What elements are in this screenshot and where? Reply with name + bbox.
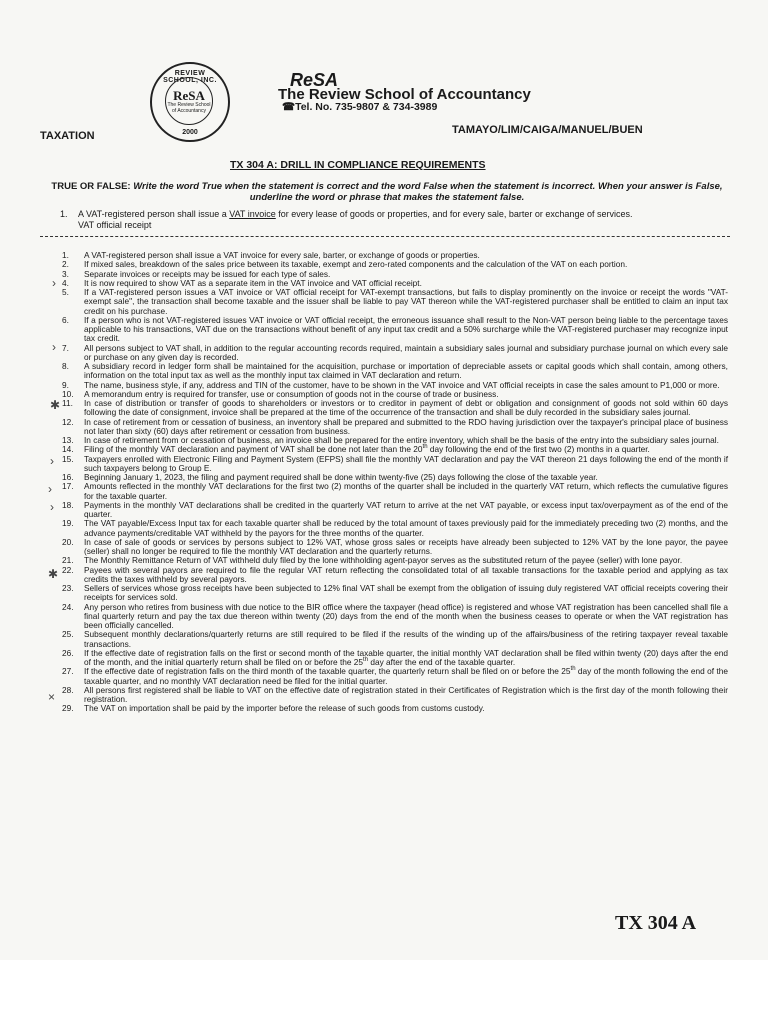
dashed-divider [40, 236, 730, 237]
statement-text: The name, business style, if any, address and TIN of the customer, have to be shown in the VAT invoice and VAT official receipts in case the sales amount to P1,000 or more. [84, 379, 720, 390]
statement-text: In case of retirement from or cessation of business, an inventory shall be prepared and submitted to the RDO having jurisdiction over the taxpayer's principal place of business not later than sixty (60) days after retirement or cessation from business. [84, 416, 728, 436]
instructions-body: Write the word True when the statement is correct and the word False when the statement is incorrect. When your answer is False, underline the word or phrase that makes the statement false. [130, 181, 723, 203]
statement-number: 10. [62, 388, 74, 399]
example-item [60, 209, 728, 231]
statement-text: The VAT on importation shall be paid by the importer before the release of such goods from customs custody. [84, 703, 485, 714]
statement-text: Subsequent monthly declarations/quarterly returns are still required to be filed if the results of the winding up of the affairs/business of the retiring taxpayer reveal taxable transactions. [84, 629, 728, 649]
statement-text: In case of distribution or transfer of goods to shareholders or investors or to creditor in payment of debt or obligation and consignment of goods not sold within 60 days following the date of consignment, invoice shall be prepared at the time of the occurrence of the transaction and shall be duly recorded in the subsidiary sales journal. [84, 398, 728, 418]
statement-number: 25. [62, 629, 74, 640]
example-underlined-phrase: VAT invoice [229, 209, 276, 219]
header-abbr: ReSA [290, 70, 339, 90]
statement-text: It is now required to show VAT as a separate item in the VAT invoice and VAT official receipt. [84, 277, 422, 288]
statement-text: A VAT-registered person shall issue a VAT invoice for every sale, barter, or exchange of goods or properties. [84, 250, 480, 260]
statement-list [62, 251, 728, 714]
resa-logo-seal [150, 62, 230, 142]
statement-item [62, 649, 728, 668]
statement-item [62, 603, 728, 631]
document-code: TX 304 A [615, 912, 697, 934]
statement-number: 1. [62, 250, 69, 260]
statement-text: If a person who is not VAT-registered issues VAT invoice or VAT official receipt, the erroneous issuance shall result to the Non-VAT person being liable to the percentage taxes applicable to his transactions, VAT due on the transactions without benefit of any input tax credit and a 50% surcharge while the VAT-registered purchaser may recognize input tax credit. [84, 314, 728, 344]
statement-item [62, 704, 728, 713]
statement-item [62, 501, 728, 520]
statement-text: All persons first registered shall be liable to VAT on the effective date of registration stated in their Certificates of Registration which is the first day of the month following their registration. [84, 684, 728, 704]
statement-number: 16. [62, 472, 74, 482]
statement-number: 19. [62, 518, 74, 529]
statement-text: A subsidiary record in ledger form shall be maintained for the acquisition, purchase or importation of depreciable assets or capital goods which shall contain, among others, information on the total input tax as well as the monthly input tax claimed in VAT declaration and return. [84, 361, 728, 381]
statement-number: 20. [62, 536, 74, 547]
statement-text: If the effective date of registration falls on the first or second month of the taxable quarter, the initial monthly VAT declaration shall be filed within twenty (20) days after the end of the month, and the initial quarterly return shall be filed on or before the 25th day after the end of the taxable quarter. [84, 647, 728, 667]
statement-text: Separate invoices or receipts may be issued for each type of sales. [84, 268, 331, 279]
statement-item [62, 288, 728, 316]
statement-number: 6. [62, 314, 69, 325]
statement-number: 11. [62, 398, 73, 408]
statement-text: The Monthly Remittance Return of VAT withheld duly filed by the lone withholding agent-payor serves as the substituted return of the payee (seller) with lone payor. [84, 555, 683, 566]
logo-abbr: ReSA [173, 87, 205, 103]
statement-number: 28. [62, 684, 74, 695]
statement-text: If a VAT-registered person issues a VAT invoice or VAT official receipt for VAT-exempt transactions, but fails to display prominently on the invoice or receipt the words "VAT-exempt sale", the transaction shall become taxable and the issuer shall be liable to pay VAT thereon while the VAT-registered purchaser shall be entitled to claim an input tax credit on his purchase. [84, 287, 728, 316]
statement-number: 3. [62, 268, 69, 279]
example-answer: VAT official receipt [78, 220, 152, 230]
pen-mark: › [50, 500, 54, 514]
document-title: TX 304 A: DRILL IN COMPLIANCE REQUIREMENTS [230, 159, 486, 171]
example-text-before: A VAT-registered person shall issue a [78, 209, 230, 219]
statement-number: 26. [62, 647, 74, 658]
pen-mark: › [48, 482, 52, 496]
statement-text: If the effective date of registration falls on the third month of the taxable quarter, the quarterly return shall be filed on or before the 25th day of the month following the end of the taxable quarter, and no monthly VAT declaration need be filed for the initial quarter. [84, 666, 728, 686]
statement-text: All persons subject to VAT shall, in addition to the regular accounting records required, maintain a subsidiary sales journal and subsidiary purchase journal on which every sale or purchase on any given day is recorded. [84, 342, 728, 362]
statement-text: Any person who retires from business with due notice to the BIR office where the taxpayer (head office) is registered and whose VAT registration has been cancelled shall file a final quarterly return and pay the tax due thereon within twenty (20) days from the end of the month when the business ceases to operate or when the VAT registration has been officially cancelled. [84, 601, 728, 630]
statement-number: 22. [62, 564, 74, 575]
statement-number: 13. [62, 435, 74, 445]
statement-text: In case of retirement from or cessation of business, an invoice shall be prepared for the entire inventory, which shall be the basis of the entry into the subsidiary sales journal. [84, 435, 719, 445]
statement-item [62, 316, 728, 344]
statement-number: 24. [62, 601, 74, 612]
subject-label: TAXATION [40, 130, 95, 142]
statement-number: 9. [62, 379, 69, 390]
statement-item [62, 482, 728, 501]
statement-item [62, 566, 728, 585]
statement-number: 23. [62, 583, 74, 593]
statement-item [62, 630, 728, 649]
statement-item [62, 519, 728, 538]
statement-item [62, 686, 728, 705]
statement-item [62, 418, 728, 437]
statement-number: 15. [62, 453, 74, 464]
pen-mark: › [50, 454, 54, 468]
pen-mark: × [48, 690, 56, 704]
statement-text: A memorandum entry is required for transfer, use or consumption of goods not in the course of trade or business. [84, 388, 499, 399]
logo-subtext: The Review School of Accountancy [167, 101, 211, 114]
statement-item [62, 538, 728, 557]
statement-number: 8. [62, 361, 69, 371]
statement-number: 21. [62, 555, 74, 566]
example-number: 1. [60, 209, 68, 219]
statement-text: If mixed sales, breakdown of the sales price between its taxable, exempt and zero-rated components and the calculation of the VAT on each portion. [84, 259, 628, 270]
statement-number: 7. [62, 342, 69, 353]
logo-inner-circle [165, 77, 213, 125]
statement-number: 12. [62, 416, 74, 427]
logo-year: 2000 [182, 129, 198, 136]
statement-number: 17. [62, 481, 74, 492]
header-telephone: ☎Tel. No. 735-9807 & 734-3989 [282, 101, 438, 113]
statement-text: Sellers of services whose gross receipts have been subjected to 12% final VAT shall be exempt from the obligation of issuing duly registered VAT official receipts covering their receipts for services sold. [84, 583, 728, 603]
instructions-lead: TRUE OR FALSE: [51, 181, 131, 192]
pen-mark: ✱ [48, 567, 59, 581]
statement-item [62, 362, 728, 381]
statement-number: 4. [62, 277, 69, 288]
statement-number: 27. [62, 666, 74, 677]
statement-text: The VAT payable/Excess Input tax for each taxable quarter shall be reduced by the total amount of taxes previously paid for the immediately preceding two (2) months, and the advance payments/creditable VAT withheld by the payors for the three months of the quarter. [84, 518, 728, 538]
pen-mark: ✱ [50, 398, 61, 412]
authors-label: TAMAYO/LIM/CAIGA/MANUEL/BUEN [452, 124, 643, 136]
statement-text: Taxpayers enrolled with Electronic Filing and Payment System (EFPS) shall file the monthly VAT declaration and pay the VAT thereon 21 days following the end of the month if such taxpayers belong to Group E. [84, 453, 728, 473]
statement-item [62, 399, 728, 418]
statement-text: Amounts reflected in the monthly VAT declarations for the first two (2) months of the quarter shall be included in the quarterly VAT return, which reflects the cumulative figures for the taxable quarter. [84, 481, 728, 501]
example-statement [60, 209, 728, 220]
statement-item [62, 344, 728, 363]
logo-ring-text: REVIEW SCHOOL, INC. [163, 70, 217, 84]
statement-text: Payees with several payors are required to file the regular VAT return reflecting the consolidated total of all taxable transactions for the taxable period and applying as tax credits the taxes withheld by several payors. [84, 564, 728, 584]
statement-number: 18. [62, 499, 74, 510]
statement-text: Beginning January 1, 2023, the filing and payment required shall be done within twenty-five (25) days following the close of the taxable year. [84, 472, 598, 482]
pen-mark: › [52, 340, 56, 354]
header-school-name: The Review School of Accountancy [278, 86, 531, 103]
example-text-after: for every lease of goods or properties, and for every sale, barter or exchange of services. [275, 209, 633, 219]
statement-number: 5. [62, 287, 69, 297]
statement-number: 29. [62, 703, 74, 714]
pen-mark: › [52, 276, 56, 290]
statement-item [62, 667, 728, 686]
instructions [44, 181, 730, 203]
statement-text: Payments in the monthly VAT declarations shall be credited in the quarterly VAT return to arrive at the net VAT payable, or excess input tax/overpayment as of the end of the quarter. [84, 499, 728, 519]
statement-text: In case of sale of goods or services by persons subject to 12% VAT, whose gross sales or receipts have already been subjected to 12% VAT by the lone payor, the payee (seller) shall no longer be required to file the monthly VAT declaration and the quarterly returns. [84, 536, 728, 556]
statement-item [62, 455, 728, 474]
statement-text: Filing of the monthly VAT declaration and payment of VAT shall be done not later than the 20th day following the end of the first two (2) months in a quarter. [84, 444, 650, 455]
statement-number: 14. [62, 444, 74, 455]
statement-item [62, 584, 728, 603]
statement-number: 2. [62, 259, 69, 270]
